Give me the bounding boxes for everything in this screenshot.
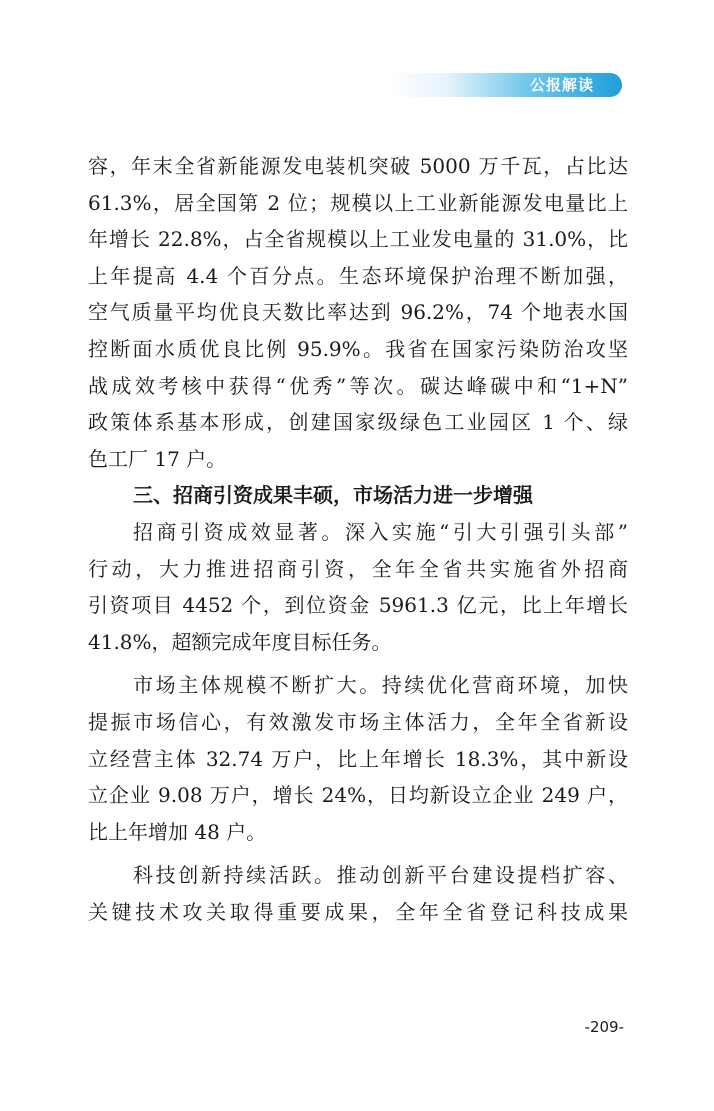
text-line: 战成效考核中获得“优秀”等次。碳达峰碳中和“1+N” — [88, 373, 628, 398]
paragraph-innovation — [88, 857, 628, 930]
text-line: 市场主体规模不断扩大。持续优化营商环境，加快 — [133, 673, 628, 698]
paragraph-market-entities — [88, 667, 628, 850]
paragraph-spacer — [88, 660, 628, 667]
text-line: 提振市场信心，有效激发市场主体活力，全年全省新设 — [88, 709, 628, 734]
text-line: 上年提高 4.4 个百分点。生态环境保护治理不断加强， — [88, 263, 628, 288]
section-header-label: 公报解读 — [529, 76, 594, 94]
text-line: 引资项目 4452 个，到位资金 5961.3 亿元，比上年增长 — [88, 593, 628, 618]
text-line: 控断面水质优良比例 95.9%。我省在国家污染防治攻坚 — [88, 336, 628, 361]
text-line: 比上年增加 48 户。 — [88, 819, 267, 844]
page-number: -209- — [584, 1018, 624, 1036]
paragraph-investment — [88, 514, 628, 660]
section-header-tab — [390, 73, 622, 97]
text-line: 色工厂 17 户。 — [88, 446, 227, 471]
text-line: 科技创新持续活跃。推动创新平台建设提档扩容、 — [133, 863, 628, 888]
text-line: 关键技术攻关取得重要成果，全年全省登记科技成果 — [88, 899, 628, 924]
text-line: 立企业 9.08 万户，增长 24%，日均新设立企业 249 户， — [88, 783, 628, 808]
page-body — [88, 148, 628, 930]
text-line: 空气质量平均优良天数比率达到 96.2%，74 个地表水国 — [88, 300, 628, 325]
text-line: 年增长 22.8%，占全省规模以上工业发电量的 31.0%，比 — [88, 227, 628, 252]
text-line: 容，年末全省新能源发电装机突破 5000 万千瓦，占比达 — [88, 154, 628, 178]
text-line: 行动，大力推进招商引资，全年全省共实施省外招商 — [88, 556, 628, 581]
paragraph-spacer — [88, 850, 628, 857]
text-line: 61.3%，居全国第 2 位；规模以上工业新能源发电量比上 — [88, 190, 628, 215]
text-line: 政策体系基本形成，创建国家级绿色工业园区 1 个、绿 — [88, 410, 628, 435]
text-line: 立经营主体 32.74 万户，比上年增长 18.3%，其中新设 — [88, 746, 628, 771]
text-line: 41.8%，超额完成年度目标任务。 — [88, 629, 392, 654]
paragraph-environment — [88, 148, 628, 477]
section-heading: 三、招商引资成果丰硕，市场活力进一步增强 — [133, 483, 533, 508]
text-line: 招商引资成效显著。深入实施“引大引强引头部” — [133, 519, 628, 544]
